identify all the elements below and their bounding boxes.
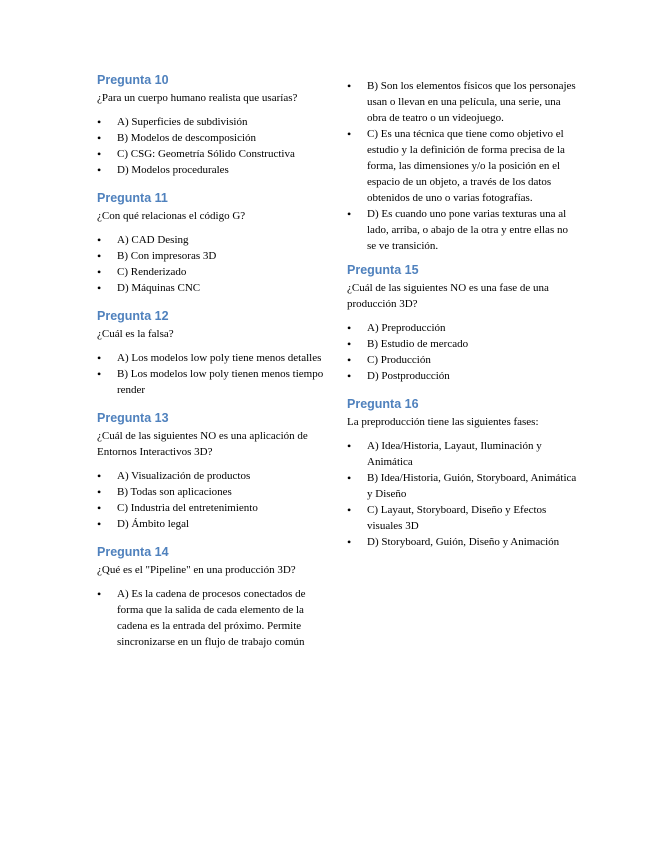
option-item: • D) Es cuando uno pone varias texturas una al lado, arriba, o abajo de la otra y entre ellas no se ve transición.	[347, 206, 577, 254]
option-item: • C) Layaut, Storyboard, Diseño y Efectos visuales 3D	[347, 502, 577, 534]
question-text: ¿Para un cuerpo humano realista que usarías?	[97, 92, 298, 104]
question-12	[97, 308, 325, 398]
options-list	[347, 438, 577, 550]
option-item: • A) Idea/Historia, Layaut, Iluminación y Animática	[347, 438, 577, 470]
option-item: • B) Idea/Historia, Guión, Storyboard, Animática y Diseño	[347, 470, 577, 502]
option-item: • B) Modelos de descomposición	[97, 130, 325, 146]
question-title: Pregunta 15	[347, 263, 419, 277]
option-item: • B) Con impresoras 3D	[97, 248, 325, 264]
option-item: • A) Superficies de subdivisión	[97, 114, 325, 130]
option-item: • D) Ámbito legal	[97, 516, 325, 532]
question-11	[97, 190, 325, 296]
option-item: • B) Todas son aplicaciones	[97, 484, 325, 500]
option-item: • A) Es la cadena de procesos conectados de forma que la salida de cada elemento de la cadena es la entrada del próximo. Permite sincronizarse en un flujo de trabajo común	[97, 586, 325, 650]
options-list	[97, 350, 325, 398]
options-list	[97, 586, 325, 650]
question-text: ¿Cuál es la falsa?	[97, 328, 174, 340]
option-item: • A) Los modelos low poly tiene menos detalles	[97, 350, 325, 366]
option-item: • B) Estudio de mercado	[347, 336, 577, 352]
continued-options-list	[347, 78, 577, 254]
question-text: ¿Qué es el "Pipeline" en una producción 3D?	[97, 564, 296, 576]
option-item: • D) Postproducción	[347, 368, 577, 384]
question-text: La preproducción tiene las siguientes fases:	[347, 416, 539, 428]
option-item: • C) Es una técnica que tiene como objetivo el estudio y la definición de forma precisa de la forma, las dimensiones y/o la posición en el espacio de un objeto, a través de los datos obtenidos de uno o varias fotografías.	[347, 126, 577, 206]
question-title: Pregunta 14	[97, 545, 169, 559]
question-title: Pregunta 10	[97, 73, 169, 87]
options-list	[97, 114, 325, 178]
question-title: Pregunta 11	[97, 191, 168, 205]
option-item: • A) Visualización de productos	[97, 468, 325, 484]
option-item: • C) Industria del entretenimiento	[97, 500, 325, 516]
option-item: • C) CSG: Geometría Sólido Constructiva	[97, 146, 325, 162]
question-15	[347, 262, 577, 384]
question-14	[97, 544, 325, 650]
question-16	[347, 396, 577, 550]
option-item: • C) Renderizado	[97, 264, 325, 280]
option-item: • A) Preproducción	[347, 320, 577, 336]
question-text: ¿Cuál de las siguientes NO es una aplicación de Entornos Interactivos 3D?	[97, 430, 308, 458]
options-list	[97, 468, 325, 532]
question-title: Pregunta 13	[97, 411, 169, 425]
option-item: • D) Modelos procedurales	[97, 162, 325, 178]
question-title: Pregunta 16	[347, 397, 419, 411]
question-13	[97, 410, 325, 532]
right-column	[347, 78, 577, 562]
option-item: • B) Los modelos low poly tienen menos tiempo render	[97, 366, 325, 398]
options-list	[97, 232, 325, 296]
question-text: ¿Con qué relacionas el código G?	[97, 210, 246, 222]
option-item: • C) Producción	[347, 352, 577, 368]
option-item: • B) Son los elementos físicos que los personajes usan o llevan en una película, una serie, una obra de teatro o un videojuego.	[347, 78, 577, 126]
spacer	[347, 254, 577, 262]
options-list	[347, 320, 577, 384]
option-item: • D) Storyboard, Guión, Diseño y Animación	[347, 534, 577, 550]
option-item: • A) CAD Desing	[97, 232, 325, 248]
question-10	[97, 72, 325, 178]
question-text: ¿Cuál de las siguientes NO es una fase de una producción 3D?	[347, 282, 549, 310]
question-title: Pregunta 12	[97, 309, 169, 323]
left-column	[97, 72, 325, 662]
option-item: • D) Máquinas CNC	[97, 280, 325, 296]
